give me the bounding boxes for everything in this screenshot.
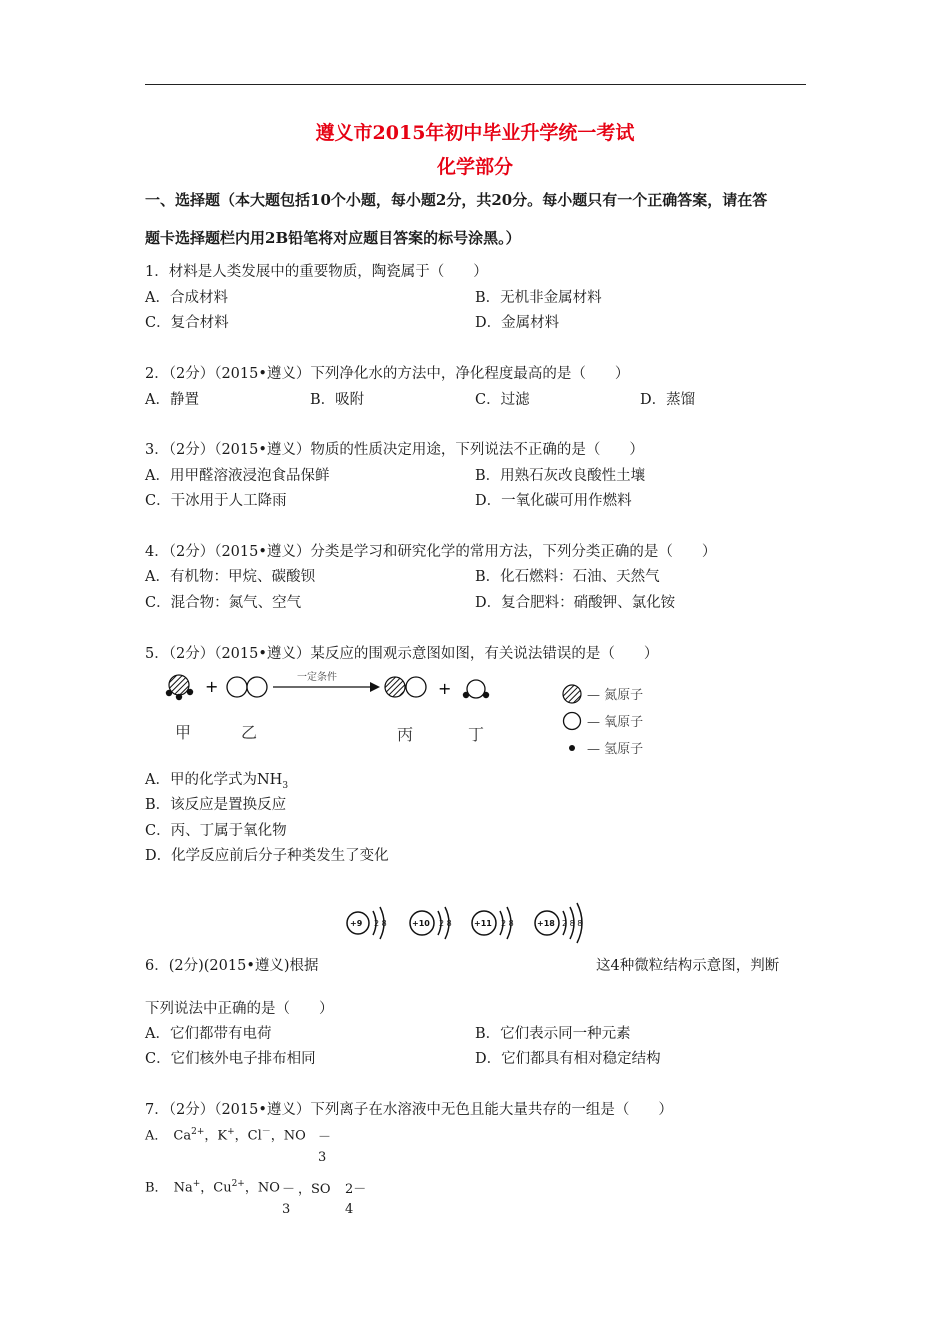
reaction-condition: 一定条件 [297,672,337,683]
option-a-label: A． [145,1128,168,1144]
legend-nitrogen-label: — 氮原子 [587,688,644,703]
legend-hydrogen-label: — 氢原子 [587,742,644,757]
question-1-option-b: B．无机非金属材料 [475,290,602,306]
svg-text:+18: +18 [537,919,555,928]
option-b-so4-charge: 2－ [345,1182,367,1197]
question-3-option-c: C．干冰用于人工降雨 [145,493,287,509]
question-7-option-a: A． $Ca^{2+}$，K+，Cl－，NO [145,1127,306,1144]
particle-1-icon [347,907,387,939]
particle-2-icon [410,907,452,939]
question-3-stem: 3．（2分）（2015•遵义）物质的性质决定用途，下列说法不正确的是（ ） [145,442,644,458]
label-yi: 乙 [241,723,258,742]
question-6-option-c: C．它们核外电子排布相同 [145,1051,316,1067]
question-1-option-c: C．复合材料 [145,315,229,331]
label-ding: 丁 [468,725,485,744]
svg-text:2 8: 2 8 [374,919,387,928]
svg-text:2 8: 2 8 [439,919,452,928]
question-3-option-a: A．用甲醛溶液浸泡食品保鲜 [145,468,330,484]
question-1-option-d: D．金属材料 [475,315,560,331]
question-5-option-b: B．该反应是置换反应 [145,797,287,813]
label-bing: 丙 [397,725,414,744]
legend-oxygen-label: — 氧原子 [587,715,644,730]
question-6-stem-left: 6．(2分)(2015•遵义)根据 [145,958,319,974]
reaction-arrow-icon [273,682,380,692]
question-1-stem: 1．材料是人类发展中的重要物质，陶瓷属于（ ） [145,264,488,280]
question-2-option-b: B．吸附 [310,392,365,408]
option-a-no3-subscript: 3 [318,1150,327,1165]
question-6-option-b: B．它们表示同一种元素 [475,1026,631,1042]
section-heading-line1: 一、选择题（本大题包括10个小题，每小题2分，共20分。每小题只有一个正确答案，请在答 [145,191,768,209]
question-7-stem: 7．（2分）（2015•遵义）下列离子在水溶液中无色且能大量共存的一组是（ ） [145,1102,673,1118]
question-2-option-a: A．静置 [145,392,199,408]
question-2-stem: 2．（2分）（2015•遵义）下列净化水的方法中，净化程度最高的是（ ） [145,366,630,382]
section-heading-line2: 题卡选择题栏内用2B铅笔将对应题目答案的标号涂黑。） [145,229,521,247]
reaction-diagram [155,668,655,760]
label-jia: 甲 [175,723,192,742]
question-5-option-c: C．丙、丁属于氧化物 [145,823,287,839]
question-4-option-b: B．化石燃料：石油、天然气 [475,569,660,585]
question-4-option-d: D．复合肥料：硝酸钾、氯化铵 [475,595,676,611]
particle-structure-diagrams [342,893,604,953]
question-5-option-a: A．甲的化学式为$NH_3$ [145,772,289,791]
exam-subtitle: 化学部分 [436,156,513,178]
molecule-ding-icon [463,680,489,698]
svg-text:+11: +11 [474,919,492,928]
question-4-option-c: C．混合物：氮气、空气 [145,595,302,611]
plus-sign-1: + [205,677,219,696]
question-6-option-d: D．它们都具有相对稳定结构 [475,1051,661,1067]
question-6-option-a: A．它们都带有电荷 [145,1026,272,1042]
particle-4-icon [535,903,582,943]
question-1-option-a: A．合成材料 [145,290,228,306]
option-b-so4-prefix: ，SO [298,1182,331,1197]
question-2-option-d: D．蒸馏 [640,392,696,408]
exam-title: 遵义市2015年初中毕业升学统一考试 [315,122,635,144]
question-5-stem: 5．（2分）（2015•遵义）某反应的围观示意图如图，有关说法错误的是（ ） [145,646,659,662]
option-a-no3-charge: － [318,1130,332,1145]
legend-nitrogen-icon [563,685,581,703]
option-b-so4-subscript: 4 [345,1202,354,1217]
question-6-stem-line2: 下列说法中正确的是（ ） [145,1001,334,1017]
top-rule [145,84,806,85]
particle-3-icon [472,907,514,939]
legend-hydrogen-icon [569,745,575,751]
question-4-option-a: A．有机物：甲烷、碳酸钡 [145,569,315,585]
question-4-stem: 4．（2分）（2015•遵义）分类是学习和研究化学的常用方法，下列分类正确的是（ ） [145,544,717,560]
molecule-yi-icon [227,677,267,697]
option-b-no3-subscript: 3 [282,1202,291,1217]
question-6-stem-right: 这4种微粒结构示意图，判断 [596,958,780,974]
molecule-jia-icon [166,675,193,700]
question-3-option-b: B．用熟石灰改良酸性土壤 [475,468,646,484]
option-b-no3-charge: － [282,1182,296,1197]
question-3-option-d: D．一氧化碳可用作燃料 [475,493,632,509]
svg-text:2 8 8: 2 8 8 [562,919,583,928]
svg-text:+9: +9 [350,919,363,928]
svg-text:2 8: 2 8 [501,919,514,928]
option-b-label: B． [145,1180,168,1196]
question-2-option-c: C．过滤 [475,392,530,408]
question-7-option-b: B． Na+，$Cu^{2+}$，NO [145,1179,280,1196]
plus-sign-2: + [438,679,452,698]
question-5-option-d: D．化学反应前后分子种类发生了变化 [145,848,389,864]
molecule-bing-icon [385,677,426,697]
legend-oxygen-icon [564,713,581,730]
svg-text:+10: +10 [412,919,430,928]
